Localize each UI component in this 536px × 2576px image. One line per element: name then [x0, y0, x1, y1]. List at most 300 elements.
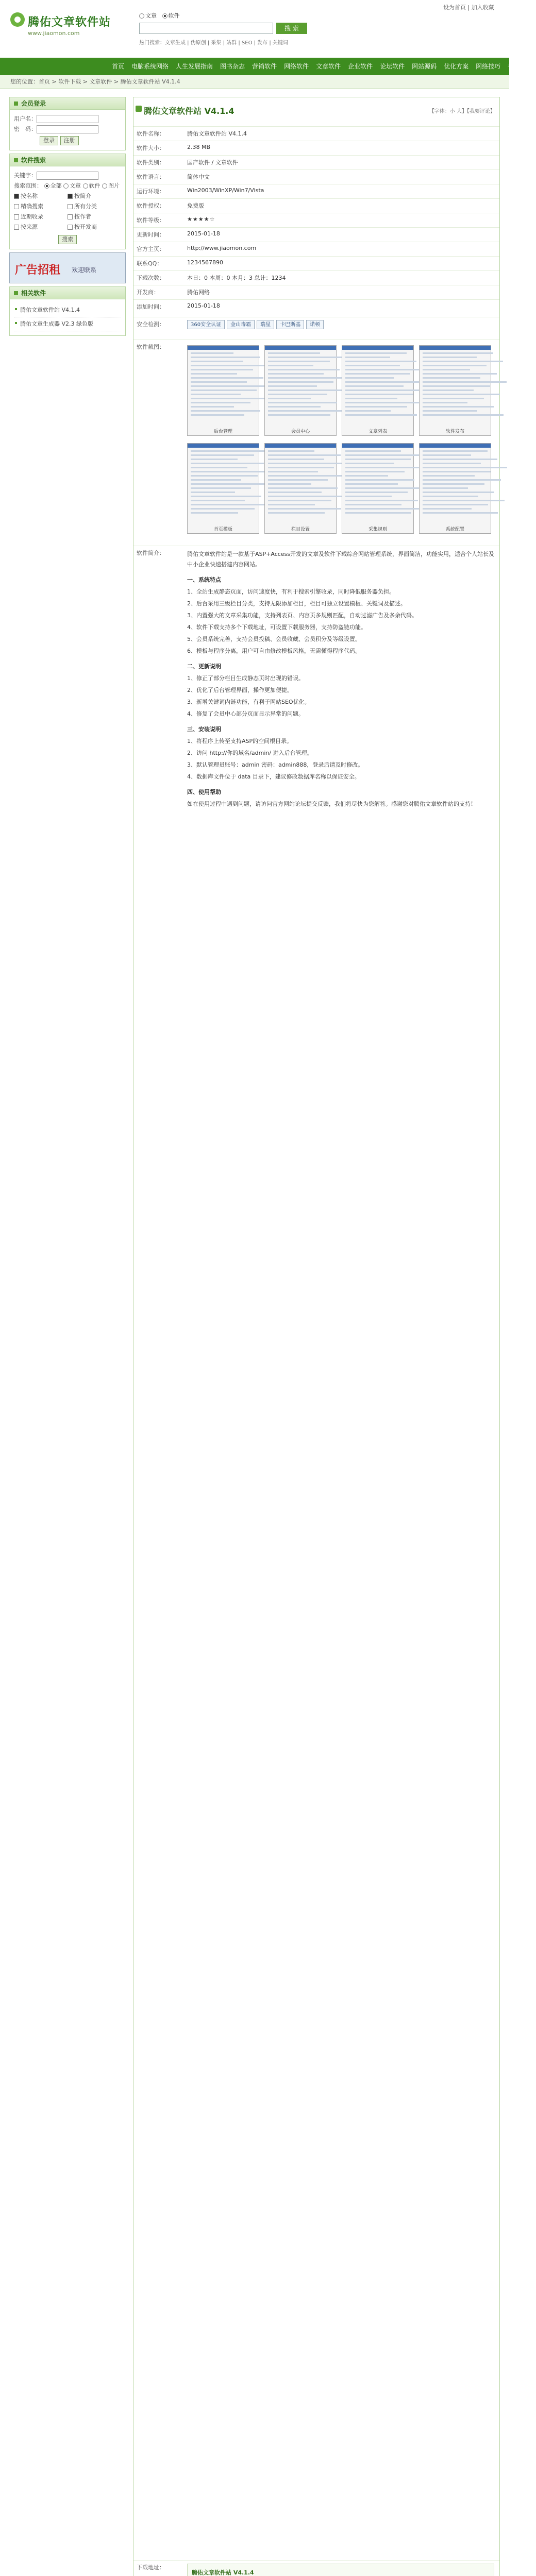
- thumb-line: [191, 394, 241, 395]
- thumb-caption: 首页模板: [213, 527, 232, 532]
- title-icon: [136, 106, 142, 112]
- thumb-line: [268, 361, 330, 362]
- screenshot-thumb[interactable]: [342, 443, 414, 534]
- info-row: [133, 141, 499, 155]
- intro-paragraph: 4、数据库文件位于 data 目录下，建议修改数据库名称以保证安全。: [187, 773, 360, 780]
- thumb-line: [423, 459, 497, 460]
- thumb-line: [191, 373, 237, 375]
- search-option-0[interactable]: [14, 191, 68, 201]
- thumb-line: [268, 389, 343, 391]
- thumb-line: [423, 450, 488, 452]
- thumb-line: [268, 508, 341, 510]
- info-key: 官方主页：: [137, 246, 165, 252]
- search-option-label: 近期收录: [21, 213, 43, 220]
- screenshot-thumb[interactable]: [187, 345, 259, 436]
- info-key: 软件语言：: [137, 174, 165, 180]
- info-value: 国产软件 / 文章软件: [187, 159, 238, 166]
- thumb-line: [268, 373, 324, 375]
- info-row: [133, 213, 499, 227]
- thumb-line: [268, 385, 317, 387]
- thumb-line: [345, 365, 400, 366]
- radio-software[interactable]: [162, 13, 167, 19]
- related-item[interactable]: 腾佑文章软件站 V4.1.4: [14, 303, 121, 317]
- intro-paragraph: 2、优化了后台管理界面，操作更加便捷。: [187, 687, 293, 693]
- checkbox-icon[interactable]: [68, 204, 73, 209]
- intro-paragraph: 1、修正了部分栏目生成静态页时出现的错误。: [187, 675, 304, 682]
- scope-radio-3[interactable]: [102, 183, 107, 189]
- search-option-7[interactable]: [68, 222, 121, 232]
- thumb-caption: 栏目设置: [291, 527, 310, 532]
- breadcrumb: 您的位置：首页 > 软件下载 > 文章软件 > 腾佑文章软件站 V4.1.4: [0, 75, 509, 89]
- thumb-line: [191, 402, 250, 403]
- thumb-line: [191, 467, 247, 468]
- scope-label-0: 全部: [50, 182, 62, 189]
- info-row: [133, 285, 499, 299]
- thumb-line: [268, 398, 311, 399]
- info-key: 软件类别：: [137, 159, 165, 166]
- intro-paragraph: 一、系统特点: [187, 577, 221, 583]
- login-panel: [9, 97, 126, 150]
- thumb-line: [423, 402, 467, 403]
- thumb-line: [423, 467, 507, 468]
- login-user-input[interactable]: [37, 115, 98, 123]
- screenshot-thumb[interactable]: [264, 345, 337, 436]
- thumb-line: [268, 492, 322, 493]
- login-pass-input[interactable]: [37, 125, 98, 133]
- info-key: 联系QQ：: [137, 260, 163, 267]
- nav-item-1[interactable]: 电脑系统网络: [131, 63, 169, 70]
- thumb-line: [345, 475, 388, 477]
- login-pass-label: 密 码：: [14, 126, 37, 132]
- security-badge: 瑞星: [257, 320, 274, 329]
- info-value: 本日：0 本周：0 本月：3 总计：1234: [187, 275, 286, 281]
- thumb-line: [423, 475, 475, 477]
- thumb-line: [423, 500, 505, 501]
- search-option-label: 精确搜索: [21, 203, 43, 210]
- intro-paragraph: 1、全站生成静态页面，访问速度快，有利于搜索引擎收录，同时降低服务器负担。: [187, 588, 395, 595]
- thumb-line: [345, 450, 401, 452]
- search-scope-label: 搜索范围：: [14, 182, 42, 189]
- thumb-caption: 系统配置: [445, 527, 464, 532]
- scope-radio-1[interactable]: [63, 183, 69, 189]
- checkbox-icon[interactable]: [68, 194, 73, 199]
- download-box: [187, 2564, 494, 2576]
- search-type-options: [139, 11, 180, 20]
- thumb-line: [191, 377, 263, 379]
- thumb-titlebar: [420, 346, 491, 350]
- info-value: 腾佑网络: [187, 289, 210, 296]
- nav-item-11[interactable]: 网络技巧: [476, 63, 501, 70]
- intro-label: 软件简介：: [137, 550, 165, 556]
- thumb-line: [423, 454, 471, 456]
- search-panel-title: 软件搜索: [10, 154, 125, 166]
- thumb-caption: 软件发布: [445, 429, 464, 434]
- security-row: [133, 317, 499, 340]
- security-badge: 360安全认证: [187, 320, 225, 329]
- checkbox-icon[interactable]: [68, 214, 73, 219]
- thumb-caption: 会员中心: [291, 429, 310, 434]
- thumb-line: [268, 467, 334, 468]
- thumb-line: [268, 352, 320, 354]
- thumb-line: [345, 483, 398, 485]
- intro-paragraph: 二、更新说明: [187, 663, 221, 670]
- top-search-input[interactable]: [139, 23, 273, 34]
- scope-label-1: 文章: [70, 182, 81, 189]
- info-value[interactable]: http://www.jiaomon.com: [187, 245, 257, 251]
- thumb-line: [191, 479, 241, 481]
- thumb-line: [345, 467, 421, 468]
- nav-item-10[interactable]: 优化方案: [444, 63, 469, 70]
- info-value: 2015-01-18: [187, 230, 220, 237]
- thumb-line: [191, 459, 238, 460]
- thumb-line: [345, 410, 391, 412]
- intro-paragraph: 如在使用过程中遇到问题，请访问官方网站论坛提交反馈，我们将尽快为您解答。感谢您对腾佑文章软件站的支持！: [187, 801, 476, 807]
- top-search: [139, 11, 356, 47]
- radio-software-label: 软件: [168, 12, 180, 19]
- login-user-label: 用户名：: [14, 115, 37, 122]
- thumb-line: [345, 361, 416, 362]
- search-option-label: 按简介: [74, 193, 91, 199]
- info-row: [133, 256, 499, 270]
- search-option-label: 按名称: [21, 193, 38, 199]
- security-badge: 卡巴斯基: [276, 320, 304, 329]
- thumb-line: [423, 406, 494, 408]
- thumb-line: [345, 385, 404, 387]
- info-row: [133, 170, 499, 184]
- nav-item-2[interactable]: 人生发展指南: [176, 63, 213, 70]
- intro-paragraph: 4、修复了会员中心部分页面显示异常的问题。: [187, 710, 304, 717]
- thumb-line: [268, 410, 347, 412]
- thumb-titlebar: [188, 346, 259, 350]
- search-options: [14, 191, 121, 232]
- hot-words[interactable]: 热门搜索：文章生成 | 伪原创 | 采集 | 站群 | SEO | 发布 | 关键词: [139, 40, 288, 46]
- thumb-line: [423, 357, 477, 358]
- thumb-line: [423, 471, 491, 472]
- search-option-6[interactable]: [14, 222, 68, 232]
- intro-paragraph: 1、将程序上传至支持ASP的空间根目录。: [187, 738, 293, 744]
- screenshot-thumb[interactable]: [342, 345, 414, 436]
- search-option-label: 按开发商: [74, 224, 97, 230]
- info-key: 软件名称：: [137, 130, 165, 137]
- info-value: ★★★★☆: [187, 216, 215, 223]
- nav-item-5[interactable]: 网络软件: [284, 63, 309, 70]
- thumb-line: [423, 504, 488, 505]
- search-option-2[interactable]: [14, 201, 68, 212]
- thumb-line: [423, 394, 500, 395]
- intro-paragraph: 2、访问 http://你的域名/admin/ 进入后台管理。: [187, 750, 313, 756]
- logo-url: www.jiaomon.com: [28, 30, 80, 37]
- thumb-line: [268, 496, 348, 497]
- nav-item-9[interactable]: 网站源码: [412, 63, 437, 70]
- info-value: Win2003/WinXP/Win7/Vista: [187, 187, 264, 194]
- info-row: [133, 270, 499, 285]
- thumb-line: [268, 369, 340, 370]
- info-row: [133, 198, 499, 213]
- nav-item-6[interactable]: 文章软件: [316, 63, 341, 70]
- thumb-line: [268, 487, 338, 489]
- thumb-caption: 文章列表: [368, 429, 387, 434]
- thumb-titlebar: [188, 444, 259, 448]
- thumb-line: [191, 357, 260, 358]
- thumb-titlebar: [342, 444, 413, 448]
- info-key: 下载次数：: [137, 275, 165, 281]
- thumb-line: [423, 385, 490, 387]
- thumb-line: [268, 504, 315, 505]
- thumb-line: [423, 414, 504, 416]
- thumb-line: [268, 459, 324, 460]
- thumb-line: [423, 389, 474, 391]
- thumb-line: [345, 381, 420, 383]
- thumb-line: [345, 504, 401, 505]
- site-logo[interactable]: [10, 4, 124, 56]
- intro-paragraph: 3、新增关键词内链功能，有利于网站SEO优化。: [187, 699, 310, 705]
- thumb-line: [345, 389, 430, 391]
- ad-title: 广告招租: [15, 264, 61, 277]
- thumb-line: [423, 398, 484, 399]
- thumb-line: [423, 381, 507, 383]
- nav-item-4[interactable]: 营销软件: [252, 63, 277, 70]
- nav-item-0[interactable]: 首页: [112, 63, 125, 70]
- download-row: [133, 2560, 499, 2576]
- thumb-line: [191, 385, 273, 387]
- info-row: [133, 184, 499, 198]
- thumb-line: [191, 450, 271, 452]
- download-area: [187, 2564, 494, 2576]
- thumb-line: [423, 377, 480, 379]
- intro-paragraph: 6、模板与程序分离，用户可自由修改模板风格，无需懂得程序代码。: [187, 648, 361, 654]
- screenshot-thumb[interactable]: [419, 443, 491, 534]
- thumb-line: [191, 483, 267, 485]
- thumb-line: [268, 479, 328, 481]
- nav-item-8[interactable]: 论坛软件: [380, 63, 405, 70]
- related-panel: [9, 286, 126, 336]
- thumb-line: [191, 361, 243, 362]
- intro-row: [133, 546, 499, 2555]
- search-keyword-input[interactable]: [37, 172, 98, 180]
- download-box-title: 腾佑文章软件站 V4.1.4: [192, 2569, 254, 2576]
- related-item[interactable]: 腾佑文章生成器 V2.3 绿色版: [14, 317, 121, 331]
- thumb-line: [191, 369, 253, 370]
- thumb-line: [345, 471, 405, 472]
- page-title: 腾佑文章软件站 V4.1.4: [144, 106, 234, 116]
- thumb-line: [268, 500, 331, 501]
- screenshot-thumb[interactable]: [264, 443, 337, 534]
- ad-banner[interactable]: [9, 252, 126, 283]
- thumb-line: [268, 463, 350, 464]
- register-button[interactable]: 注册: [60, 136, 79, 145]
- info-row: [133, 299, 499, 314]
- checkbox-icon[interactable]: [14, 225, 19, 230]
- thumb-line: [268, 402, 337, 403]
- thumb-line: [423, 361, 503, 362]
- search-option-4[interactable]: [14, 212, 68, 222]
- thumb-line: [423, 512, 498, 514]
- thumb-line: [423, 496, 478, 497]
- thumb-line: [345, 512, 411, 514]
- search-option-label: 按来源: [21, 224, 38, 230]
- info-row: [133, 155, 499, 170]
- search-keyword-label: 关键字：: [14, 172, 37, 179]
- thumb-line: [345, 454, 427, 456]
- thumb-titlebar: [342, 346, 413, 350]
- screenshot-thumb[interactable]: [419, 345, 491, 436]
- info-key: 软件等级：: [137, 217, 165, 224]
- thumb-line: [191, 398, 267, 399]
- thumb-line: [268, 414, 330, 416]
- security-badge: 诺顿: [306, 320, 324, 329]
- thumb-line: [345, 463, 394, 464]
- thumb-line: [345, 492, 408, 493]
- radio-article-label: 文章: [145, 12, 157, 19]
- intro-paragraph: 5、会员系统完善，支持会员投稿、会员收藏、会员积分及等级设置。: [187, 636, 361, 642]
- thumb-line: [191, 504, 271, 505]
- screens-label: 软件截图：: [137, 344, 165, 350]
- thumb-line: [423, 365, 487, 366]
- checkbox-icon[interactable]: [14, 194, 19, 199]
- nav-list: [0, 58, 533, 75]
- title-note[interactable]: 【字体：小 大】【我要评论】: [429, 109, 495, 114]
- intro-text: [187, 549, 494, 811]
- thumb-line: [268, 475, 344, 477]
- scope-radio-2[interactable]: [83, 183, 88, 189]
- sidebar-search-button[interactable]: 搜索: [58, 235, 77, 244]
- thumb-line: [423, 483, 484, 485]
- related-list: [14, 303, 121, 331]
- thumb-line: [191, 512, 238, 514]
- thumb-caption: 后台管理: [213, 429, 232, 434]
- thumb-line: [423, 373, 497, 375]
- info-key: 更新时间：: [137, 231, 165, 238]
- thumb-line: [423, 479, 501, 481]
- search-panel: [9, 154, 126, 249]
- info-key: 开发商：: [137, 289, 159, 296]
- thumb-line: [345, 398, 397, 399]
- search-option-3[interactable]: [68, 201, 121, 212]
- nav-item-7[interactable]: 企业软件: [348, 63, 373, 70]
- thumb-line: [345, 508, 428, 510]
- scope-label-3: 图片: [108, 182, 120, 189]
- checkbox-icon[interactable]: [14, 204, 19, 209]
- logo-icon-dot: [14, 16, 21, 23]
- related-panel-title: 相关软件: [10, 287, 125, 299]
- thumb-line: [191, 508, 255, 510]
- main-content: [133, 97, 500, 2576]
- info-value: 简体中文: [187, 174, 210, 180]
- thumb-line: [191, 389, 257, 391]
- nav-item-3[interactable]: 图书杂志: [220, 63, 245, 70]
- info-key: 添加时间：: [137, 303, 165, 310]
- top-links[interactable]: 设为首页 | 加入收藏: [443, 4, 494, 11]
- thumb-line: [423, 508, 472, 510]
- logo-title: 腾佑文章软件站: [28, 15, 111, 29]
- thumb-line: [268, 512, 325, 514]
- nav-item-12[interactable]: 手机软件: [508, 63, 533, 70]
- download-label: 下载地址：: [137, 2564, 165, 2571]
- thumb-line: [423, 352, 493, 354]
- screens-row: [133, 340, 499, 546]
- thumb-line: [345, 500, 418, 501]
- info-row: [133, 126, 499, 141]
- search-option-label: 按作者: [74, 213, 91, 220]
- thumb-line: [191, 475, 258, 477]
- info-value: 免费版: [187, 202, 204, 209]
- login-panel-title: 会员登录: [10, 97, 125, 110]
- security-label: 安全检测：: [137, 321, 165, 328]
- sidebar: [9, 97, 126, 339]
- info-row: [133, 242, 499, 256]
- radio-article[interactable]: [139, 13, 144, 19]
- intro-paragraph: 腾佑文章软件站是一款基于ASP+Access开发的文章及软件下载综合网站管理系统，界面简洁，功能实用，适合个人站长及中小企业快速搭建内容网站。: [187, 551, 495, 568]
- thumb-line: [345, 487, 424, 489]
- thumb-line: [345, 357, 390, 358]
- thumb-line: [423, 463, 481, 464]
- thumb-line: [268, 483, 311, 485]
- top-search-button[interactable]: 搜 索: [276, 23, 307, 34]
- thumb-line: [345, 369, 426, 370]
- thumb-titlebar: [265, 444, 336, 448]
- info-value: 腾佑文章软件站 V4.1.4: [187, 130, 247, 137]
- thumb-line: [191, 406, 234, 408]
- thumb-line: [191, 500, 245, 501]
- thumb-line: [268, 471, 318, 472]
- thumb-line: [345, 406, 407, 408]
- thumb-line: [268, 357, 346, 358]
- info-value: 2015-01-18: [187, 302, 220, 309]
- security-badge: 金山毒霸: [227, 320, 255, 329]
- thumb-line: [345, 459, 411, 460]
- thumb-line: [268, 454, 341, 456]
- thumb-line: [345, 402, 424, 403]
- intro-paragraph: 2、后台采用三级栏目分类，支持无限添加栏目，栏目可独立设置模板、关键词及描述。: [187, 600, 406, 607]
- scope-radio-0[interactable]: [44, 183, 49, 189]
- thumb-line: [268, 406, 321, 408]
- thumb-caption: 采集规则: [368, 527, 387, 532]
- thumb-line: [191, 352, 233, 354]
- checkbox-icon[interactable]: [68, 225, 73, 230]
- thumb-line: [191, 463, 264, 464]
- info-value: 1234567890: [187, 259, 223, 266]
- thumb-line: [191, 496, 261, 497]
- intro-paragraph: 四、使用帮助: [187, 789, 221, 795]
- thumb-line: [191, 365, 270, 366]
- thumb-line: [191, 381, 247, 383]
- thumb-line: [268, 365, 313, 366]
- info-key: 软件授权：: [137, 202, 165, 209]
- scope-label-2: 软件: [89, 182, 100, 189]
- search-option-1[interactable]: [68, 191, 121, 201]
- screenshot-thumb[interactable]: [187, 443, 259, 534]
- thumb-line: [345, 414, 417, 416]
- thumb-line: [191, 492, 235, 493]
- login-button[interactable]: 登录: [40, 136, 58, 145]
- security-badges: [187, 320, 326, 329]
- thumb-line: [268, 450, 314, 452]
- thumb-line: [191, 487, 251, 489]
- thumb-line: [345, 479, 414, 481]
- thumb-line: [423, 369, 470, 370]
- thumb-line: [423, 487, 468, 489]
- thumb-line: [191, 410, 260, 412]
- main-nav: [0, 58, 533, 75]
- thumb-line: [345, 373, 410, 375]
- thumb-line: [345, 352, 407, 354]
- thumb-line: [191, 414, 244, 416]
- search-option-5[interactable]: [68, 212, 121, 222]
- checkbox-icon[interactable]: [14, 214, 19, 219]
- thumb-titlebar: [265, 346, 336, 350]
- thumb-line: [345, 377, 394, 379]
- thumb-titlebar: [420, 444, 491, 448]
